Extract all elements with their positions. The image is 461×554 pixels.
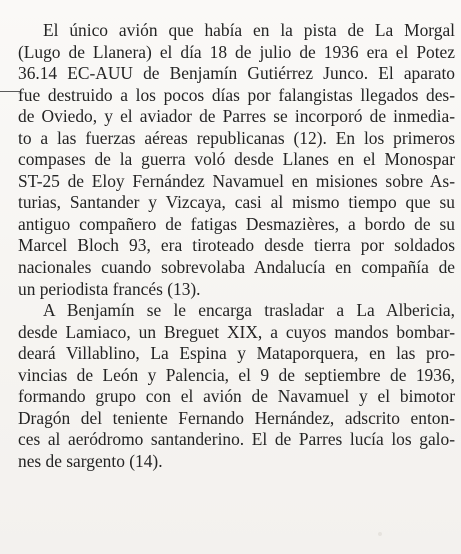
text-line: El único avión que había en la pista de La Morgal [43, 20, 455, 40]
paper-speck [378, 532, 382, 536]
text-line: de Oviedo, y el aviador de Parres se incorporó de inmedia- [18, 106, 455, 127]
paragraph-1 [18, 20, 455, 300]
text-line: Marcel Bloch 93, era tiroteado desde tierra por soldados [18, 235, 455, 256]
text-line: Dragón del teniente Fernando Hernández, adscrito enton- [18, 407, 455, 428]
paragraph-2 [18, 300, 455, 472]
text-line: fue destruido a los pocos días por falangistas llegados des- [18, 84, 455, 105]
text-line: nes de sargento (14). [18, 450, 163, 471]
text-line: (Lugo de Llanera) el día 18 de julio de 1936 era el Potez [18, 41, 455, 62]
text-line: compases de la guerra voló desde Llanes en el Monospar [18, 149, 455, 170]
text-line: formando grupo con el avión de Navamuel y el bimotor [18, 386, 455, 407]
text-line: nacionales cuando sobrevolaba Andalucía en compañía de [18, 257, 455, 278]
text-line: antiguo compañero de fatigas Desmazières, a bordo de su [18, 213, 455, 234]
text-line: 36.14 EC-AUU de Benjamín Gutiérrez Junco. El aparato [18, 63, 455, 84]
text-line: deará Villablino, La Espina y Mataporquera, en las pro- [18, 343, 455, 364]
text-line: desde Lamiaco, un Breguet XIX, a cuyos mandos bombar- [18, 321, 455, 342]
text-line: vincias de León y Palencia, el 9 de septiembre de 1936, [18, 364, 455, 385]
body-text [18, 20, 455, 472]
text-line: ces al aeródromo santanderino. El de Parres lucía los galo- [18, 429, 455, 450]
text-line: A Benjamín se le encarga trasladar a La Albericia, [43, 300, 455, 321]
text-line: un periodista francés (13). [18, 278, 201, 299]
text-line: turias, Santander y Vizcaya, casi al mismo tiempo que su [18, 192, 455, 213]
text-line: to a las fuerzas aéreas republicanas (12). En los primeros [18, 127, 455, 148]
text-line: ST-25 de Eloy Fernández Navamuel en misiones sobre As- [18, 170, 455, 191]
